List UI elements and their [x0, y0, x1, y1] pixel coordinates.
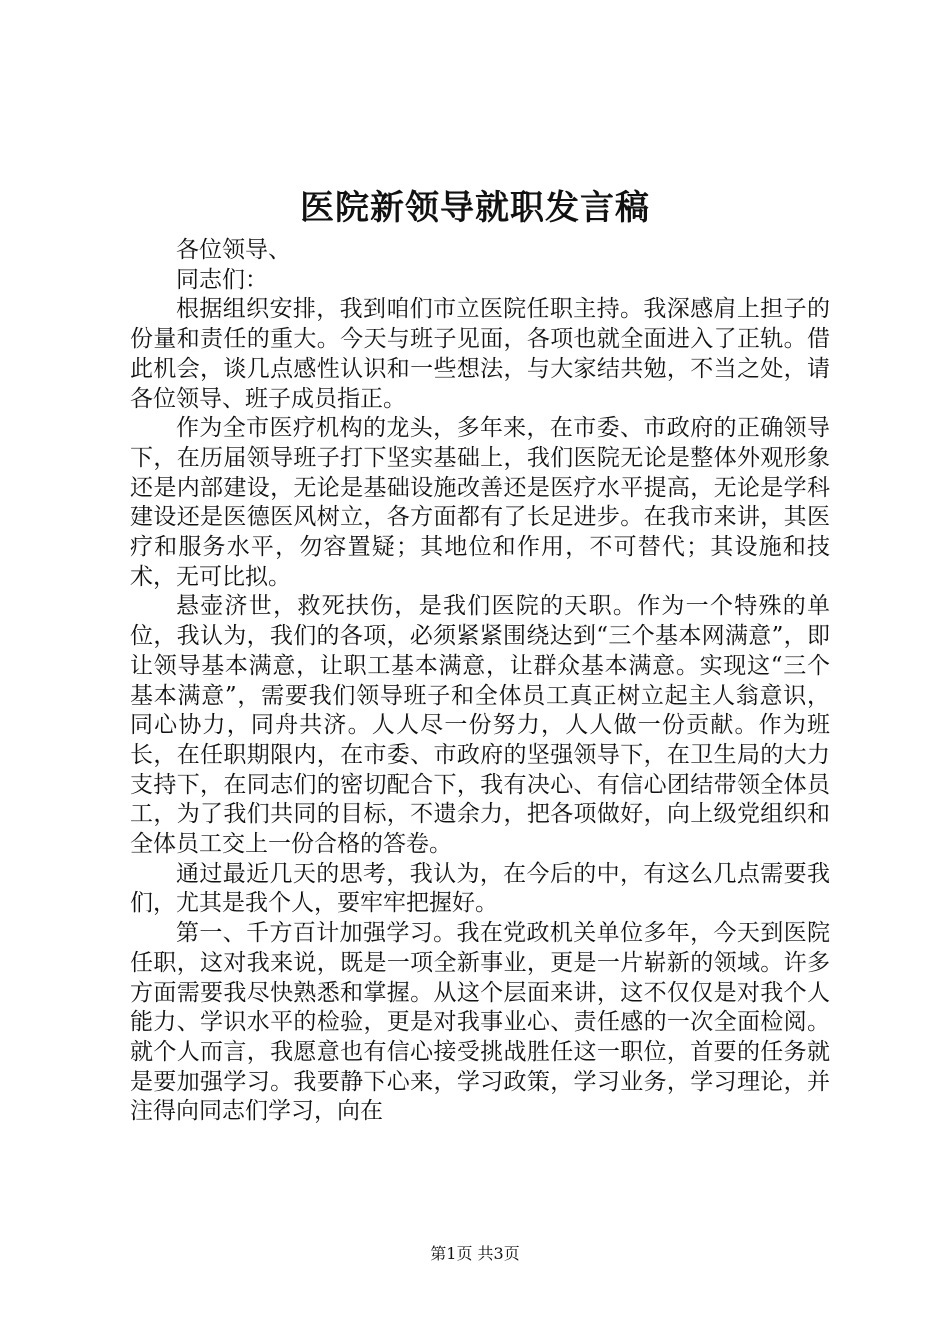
page-number-footer: 第1页 共3页 — [430, 1244, 520, 1263]
greeting-line-1: 各位领导、 — [176, 237, 291, 263]
paragraph-mission: 悬壶济世，救死扶伤，是我们医院的天职。作为一个特殊的单位，我认为，我们的各项，必须紧紧围绕达到“三个基本网满意”，即让领导基本满意，让职工基本满意，让群众基本满意。实现这“三个基本满意”，需要我们领导班子和全体员工真正树立起主人翁意识，同心协力，同舟共济。人人尽一份努力，人人做一份贡献。作为班长，在任职期限内，在市委、市政府的坚强领导下，在卫生局的大力支持下，在同志们的密切配合下，我有决心、有信心团结带领全体员工，为了我们共同的目标，不遗余力，把各项做好，向上级党组织和全体员工交上一份合格的答卷。 — [130, 593, 830, 858]
document-body — [130, 236, 830, 1127]
greeting-line-2: 同志们： — [176, 266, 268, 293]
paragraph-point-one: 第一、千方百计加强学习。我在党政机关单位多年，今天到医院任职，这对我来说，既是一项全新事业，更是一片崭新的领域。许多方面需要我尽快熟悉和掌握。从这个层面来讲，这不仅仅是对我个人能力、学识水平的检验，更是对我事业心、责任感的一次全面检阅。就个人而言，我愿意也有信心接受挑战胜任这一职位，首要的任务就是要加强学习。我要静下心来，学习政策，学习业务，学习理论，并注得向同志们学习，向在 — [130, 920, 830, 1125]
paragraph-key-points-intro: 通过最近几天的思考，我认为，在今后的中，有这么几点需要我们，尤其是我个人，要牢牢把握好。 — [130, 860, 830, 917]
document-title: 医院新领导就职发言稿 — [300, 188, 650, 228]
paragraph-hospital-achievements: 作为全市医疗机构的龙头，多年来，在市委、市政府的正确领导下，在历届领导班子打下坚实基础上，我们医院无论是整体外观形象还是内部建设，无论是基础设施改善还是医疗水平提高，无论是学科建设还是医德医风树立，各方面都有了长足进步。在我市来讲，其医疗和服务水平，勿容置疑；其地位和作用，不可替代；其设施和技术，无可比拟。 — [130, 415, 830, 590]
paragraph-intro: 根据组织安排，我到咱们市立医院任职主持。我深感肩上担子的份量和责任的重大。今天与班子见面，各项也就全面进入了正轨。借此机会，谈几点感性认识和一些想法，与大家结共勉，不当之处，请各位领导、班子成员指正。 — [130, 296, 830, 412]
